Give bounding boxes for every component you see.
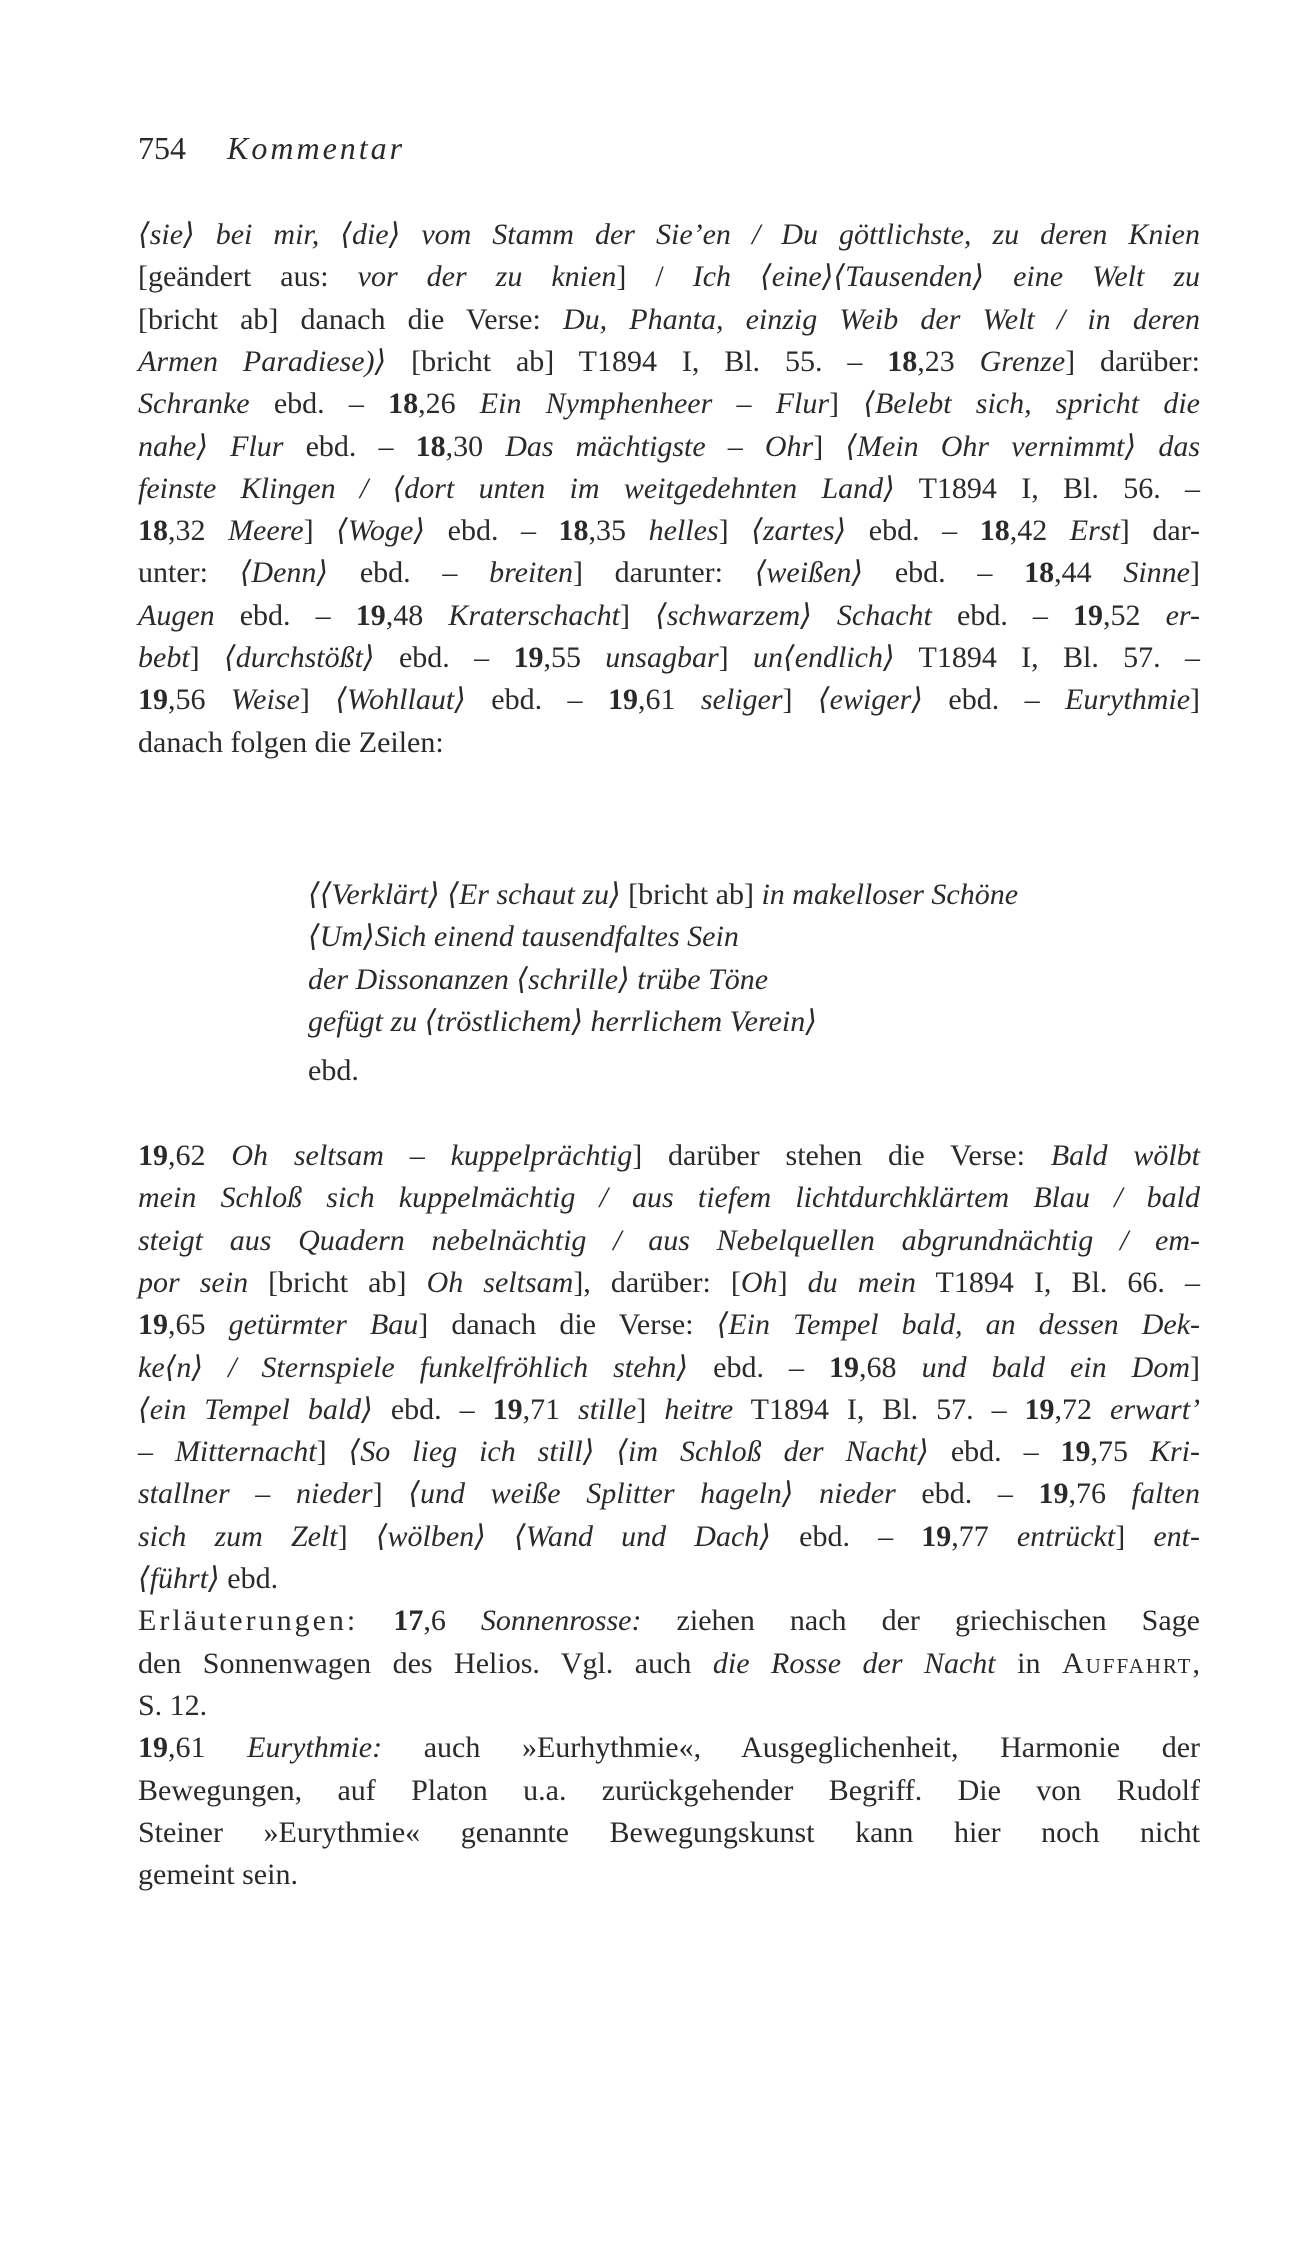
- text-line: [138, 1812, 1200, 1854]
- text-run: Kraterschacht: [448, 598, 620, 632]
- text-run: steigt aus Quadern nebelnächtig / aus Nebelquellen abgrundnächtig / em-: [138, 1223, 1200, 1257]
- text-run: Steiner »Eurythmie« genannte Bewegungskunst kann hier noch nicht: [138, 1815, 1200, 1849]
- text-run: ebd. –: [688, 1350, 830, 1384]
- text-run: ⟨Ein Tempel bald, an dessen Dek-: [716, 1308, 1201, 1342]
- text-run: ebd. –: [895, 1477, 1039, 1511]
- running-title: Kommentar: [227, 130, 406, 166]
- text-run: ebd. –: [770, 1519, 922, 1553]
- text-run: ebd. –: [249, 387, 389, 421]
- text-run: ,48: [385, 598, 449, 632]
- line-reference: 18: [558, 514, 589, 548]
- text-run: stille: [578, 1392, 637, 1426]
- text-run: Oh seltsam – kuppelprächtig: [231, 1139, 633, 1172]
- text-run: ebd. –: [374, 641, 514, 674]
- text-run: du mein: [807, 1265, 917, 1299]
- text-run: Meere: [228, 514, 304, 548]
- text-run: ,61: [168, 1731, 248, 1765]
- text-run: getürmter Bau: [228, 1308, 419, 1342]
- text-line: [138, 214, 1200, 256]
- line-reference: 19: [921, 1519, 952, 1553]
- text-run: ]: [777, 1265, 808, 1299]
- text-run: Eurythmie:: [247, 1731, 383, 1765]
- text-run: ]: [337, 1519, 376, 1553]
- text-run: ⟨⟨Verklärt⟩ ⟨Er schaut zu⟩: [308, 878, 629, 911]
- line-reference: 19: [355, 598, 386, 632]
- text-run: ⟨Belebt sich, spricht die: [863, 387, 1201, 421]
- text-run: gefügt zu ⟨tröstlichem⟩ herrlichem Verein⟩: [308, 1004, 817, 1038]
- text-run: ⟨Denn⟩: [239, 556, 329, 590]
- text-line: [308, 959, 768, 1001]
- text-run: ebd. –: [283, 429, 416, 463]
- line-reference: 19: [138, 683, 168, 717]
- text-line: [308, 1001, 817, 1043]
- text-run: ]: [1190, 1350, 1200, 1384]
- text-line: [138, 1643, 1200, 1685]
- text-line: [138, 256, 1200, 298]
- text-run: Bewegungen, auf Platon u.a. zurückgehender Begriff. Die von Rudolf: [138, 1773, 1200, 1807]
- text-run: der Dissonanzen ⟨schrille⟩ trübe Töne: [308, 962, 769, 996]
- text-run: breiten: [489, 556, 573, 590]
- text-line: [138, 299, 1200, 341]
- text-run: ,35: [588, 514, 649, 548]
- text-run: – Mitternacht: [138, 1435, 317, 1469]
- line-reference: 19: [492, 1392, 523, 1426]
- text-run: ⟨führt⟩: [138, 1562, 220, 1595]
- text-line: [138, 1854, 1200, 1896]
- text-run: ]: [829, 387, 864, 421]
- text-run: ,: [1192, 1646, 1201, 1680]
- text-run: ⟨wölben⟩ ⟨Wand und Dach⟩: [375, 1519, 771, 1553]
- text-run: ,71: [522, 1392, 579, 1426]
- text-run: T1894 I, Bl. 56. –: [894, 471, 1201, 505]
- text-run: ebd. –: [372, 1392, 493, 1426]
- verse-source: ebd.: [308, 1054, 359, 1087]
- text-line: [138, 510, 1200, 552]
- text-run: ⟨weißen⟩: [754, 556, 864, 590]
- text-run: ⟨ein Tempel bald⟩: [138, 1392, 373, 1426]
- text-run: Grenze: [979, 344, 1066, 378]
- text-run: Schranke: [138, 387, 250, 421]
- text-run: ]: [1190, 683, 1201, 717]
- text-run: Bald wölbt: [1050, 1139, 1201, 1172]
- text-run: ⟨sie⟩ bei mir, ⟨die⟩ vom Stamm der Sie’en / Du göttlichste, zu deren Knien: [138, 218, 1200, 251]
- text-run: nahe⟩ Flur: [138, 429, 284, 463]
- text-run: ,77: [951, 1519, 1017, 1553]
- text-run: sich zum Zelt: [138, 1519, 338, 1553]
- text-line: [138, 1389, 1200, 1431]
- text-run: [bricht ab]: [628, 878, 762, 911]
- text-run: ⟨zartes⟩: [751, 514, 847, 548]
- text-line: [138, 1177, 1200, 1219]
- text-line: [138, 341, 1200, 383]
- text-run: ]: [782, 683, 818, 717]
- text-run: ]: [189, 641, 224, 674]
- line-reference: 17: [393, 1604, 424, 1638]
- text-run: ebd. –: [214, 598, 356, 632]
- line-reference: 18: [979, 514, 1010, 548]
- text-run: ⟨So lieg ich still⟩ ⟨im Schloß der Nacht⟩: [348, 1435, 929, 1469]
- text-run: ⟨Woge⟩: [336, 514, 426, 548]
- text-run: erwart’: [1110, 1392, 1201, 1426]
- text-run: T1894 I, Bl. 57. –: [733, 1392, 1025, 1426]
- text-run: Erläuterungen:: [138, 1604, 359, 1638]
- text-run: ], darüber: [: [573, 1265, 741, 1299]
- line-reference: 18: [388, 387, 419, 421]
- text-run: ]: [636, 1392, 665, 1426]
- text-run: ,62: [168, 1139, 232, 1172]
- line-reference: 19: [1024, 1392, 1055, 1426]
- text-run: [bricht ab] T1894 I, Bl. 55. –: [411, 344, 888, 378]
- text-line: [138, 1600, 1200, 1642]
- line-reference: 19: [1060, 1435, 1091, 1469]
- text-run: ] darüber stehen die Verse:: [632, 1139, 1051, 1172]
- text-run: Armen Paradiese)⟩: [138, 344, 412, 378]
- text-run: [geändert aus:: [138, 260, 358, 294]
- text-run: [bricht ab]: [248, 1265, 427, 1299]
- text-line: [138, 552, 1200, 594]
- text-run: ] danach die Verse:: [418, 1308, 717, 1342]
- text-run: ebd. –: [922, 683, 1066, 717]
- text-run: ]: [718, 514, 752, 548]
- text-run: und bald ein Dom: [921, 1350, 1190, 1384]
- text-run: ke⟨n⟩ / Sternspiele funkelfröhlich stehn⟩: [138, 1350, 689, 1384]
- text-run: ]: [303, 514, 337, 548]
- line-reference: 18: [887, 344, 918, 378]
- text-run: ⟨schwarzem⟩ Schacht: [655, 598, 932, 632]
- text-line: [138, 1727, 1200, 1769]
- text-run: ]: [1115, 1519, 1154, 1553]
- text-line: [138, 722, 1200, 764]
- text-run: T1894 I, Bl. 66. –: [916, 1265, 1200, 1299]
- text-run: ⟨durchstößt⟩: [223, 641, 375, 674]
- text-line: [138, 595, 1200, 637]
- text-run: den Sonnenwagen des Helios. Vgl. auch: [138, 1646, 713, 1680]
- text-run: ,23: [917, 344, 980, 378]
- text-run: ,52: [1103, 598, 1166, 632]
- text-run: ,65: [168, 1308, 229, 1342]
- text-run: ]: [1189, 556, 1200, 590]
- text-line: [138, 1220, 1200, 1262]
- text-line: [308, 916, 739, 958]
- text-run: ⟨Um⟩Sich einend tausendfaltes Sein: [308, 920, 739, 954]
- text-run: ,30: [445, 429, 506, 463]
- text-run: auch »Eurhythmie«, Ausgeglichenheit, Harmonie der: [382, 1731, 1200, 1765]
- text-run: ] dar-: [1119, 514, 1201, 548]
- text-line: [138, 1304, 1200, 1346]
- text-run: ,61: [637, 683, 701, 717]
- text-run: ziehen nach der griechischen Sage: [641, 1604, 1200, 1638]
- text-run: entrückt: [1016, 1519, 1116, 1553]
- text-run: Auffahrt: [1061, 1646, 1193, 1680]
- text-line: [138, 383, 1200, 425]
- text-line: [138, 468, 1200, 510]
- text-run: unsagbar: [605, 641, 719, 674]
- text-run: ent-: [1153, 1519, 1200, 1553]
- text-run: ⟨Mein Ohr vernimmt⟩ das: [845, 429, 1201, 463]
- text-run: ,32: [168, 514, 229, 548]
- text-run: [bricht ab] danach die Verse:: [138, 302, 563, 336]
- text-run: die Rosse der Nacht: [712, 1646, 996, 1680]
- text-run: vor der zu knien: [357, 260, 617, 294]
- text-run: un⟨endlich⟩: [752, 641, 895, 674]
- text-run: ebd. –: [931, 598, 1074, 632]
- line-reference: 19: [829, 1350, 860, 1384]
- text-run: ,72: [1054, 1392, 1111, 1426]
- line-reference: 19: [1038, 1477, 1069, 1511]
- text-line: [138, 1262, 1200, 1304]
- text-run: heitre: [664, 1392, 734, 1426]
- line-reference: 19: [513, 641, 544, 674]
- line-reference: 19: [138, 1731, 168, 1765]
- text-line: [138, 679, 1200, 721]
- line-reference: 18: [138, 514, 168, 548]
- text-run: ,26: [418, 387, 480, 421]
- text-line: [138, 1431, 1200, 1473]
- text-run: gemeint sein.: [138, 1858, 298, 1892]
- text-run: Ein Nymphenheer – Flur: [479, 387, 830, 421]
- text-line: [138, 1347, 1200, 1389]
- text-run: unter:: [138, 556, 240, 590]
- text-run: stallner – nieder: [138, 1477, 373, 1511]
- text-run: ebd. –: [465, 683, 608, 717]
- text-run: mein Schloß sich kuppelmächtig / aus tiefem lichtdurchklärtem Blau / bald: [138, 1181, 1200, 1215]
- line-reference: 19: [607, 683, 638, 717]
- text-run: ] darüber:: [1065, 344, 1200, 378]
- text-run: ebd. –: [425, 514, 559, 548]
- text-line: [138, 426, 1200, 468]
- text-run: in: [995, 1646, 1062, 1680]
- text-run: Eurythmie: [1065, 683, 1191, 717]
- text-run: Sonnenrosse:: [480, 1604, 642, 1638]
- text-line: [138, 1135, 1200, 1177]
- text-line: [138, 1473, 1200, 1515]
- line-reference: 18: [415, 429, 446, 463]
- text-run: feinste Klingen / ⟨dort unten im weitgedehnten Land⟩: [138, 471, 895, 505]
- text-run: Sinne: [1123, 556, 1190, 590]
- text-run: ebd. –: [846, 514, 980, 548]
- text-run: Augen: [138, 598, 215, 632]
- text-run: ,68: [859, 1350, 922, 1384]
- text-run: Kri-: [1149, 1435, 1200, 1469]
- text-run: er-: [1165, 598, 1200, 632]
- text-run: por sein: [138, 1265, 249, 1299]
- text-run: ]: [299, 683, 336, 717]
- text-run: danach folgen die Zeilen:: [138, 725, 444, 759]
- text-run: Du, Phanta, einzig Weib der Welt / in deren: [562, 302, 1201, 336]
- text-run: Ich ⟨eine⟩⟨Tausenden⟩ eine Welt zu: [692, 260, 1201, 294]
- text-run: falten: [1131, 1477, 1200, 1511]
- text-run: ebd.: [219, 1562, 279, 1595]
- text-line: [138, 1516, 1200, 1558]
- text-line: [308, 874, 1018, 916]
- text-run: ,42: [1009, 514, 1070, 548]
- text-run: in makelloser Schöne: [761, 878, 1019, 911]
- text-run: ]: [813, 429, 846, 463]
- text-run: ,56: [168, 683, 231, 717]
- text-run: ,76: [1068, 1477, 1132, 1511]
- text-run: Oh: [740, 1265, 778, 1299]
- text-run: T1894 I, Bl. 57. –: [894, 641, 1200, 674]
- text-run: ]: [718, 641, 753, 674]
- text-run: S. 12.: [138, 1688, 208, 1722]
- text-run: helles: [648, 514, 719, 548]
- line-reference: 19: [138, 1139, 168, 1172]
- text-run: Das mächtigste – Ohr: [505, 429, 814, 463]
- line-reference: 19: [1073, 598, 1104, 632]
- text-run: ,75: [1090, 1435, 1150, 1469]
- text-line: [138, 1685, 1200, 1727]
- page-number: 754: [138, 130, 186, 166]
- text-run: ,44: [1054, 556, 1124, 590]
- text-line: [138, 1558, 1200, 1600]
- text-run: ] /: [616, 260, 693, 294]
- text-run: seliger: [700, 683, 783, 717]
- text-run: ,6: [423, 1604, 481, 1638]
- text-run: ⟨ewiger⟩: [817, 683, 923, 717]
- text-run: ebd. –: [328, 556, 490, 590]
- text-run: ebd. –: [863, 556, 1025, 590]
- text-run: Weise: [230, 683, 300, 717]
- text-run: ]: [316, 1435, 349, 1469]
- text-run: ]: [620, 598, 656, 632]
- text-run: ⟨und weiße Splitter hageln⟩ nieder: [408, 1477, 896, 1511]
- text-run: Erst: [1069, 514, 1120, 548]
- text-run: Oh seltsam: [426, 1265, 574, 1299]
- text-run: ,55: [543, 641, 606, 674]
- line-reference: 18: [1024, 556, 1055, 590]
- text-run: ]: [372, 1477, 409, 1511]
- text-line: [138, 1770, 1200, 1812]
- text-run: ] darunter:: [572, 556, 755, 590]
- text-run: ⟨Wohllaut⟩: [335, 683, 466, 717]
- text-line: [138, 637, 1200, 679]
- line-reference: 19: [138, 1308, 168, 1342]
- text-run: [358, 1604, 393, 1637]
- text-run: ebd. –: [928, 1435, 1061, 1469]
- text-run: bebt: [138, 641, 190, 674]
